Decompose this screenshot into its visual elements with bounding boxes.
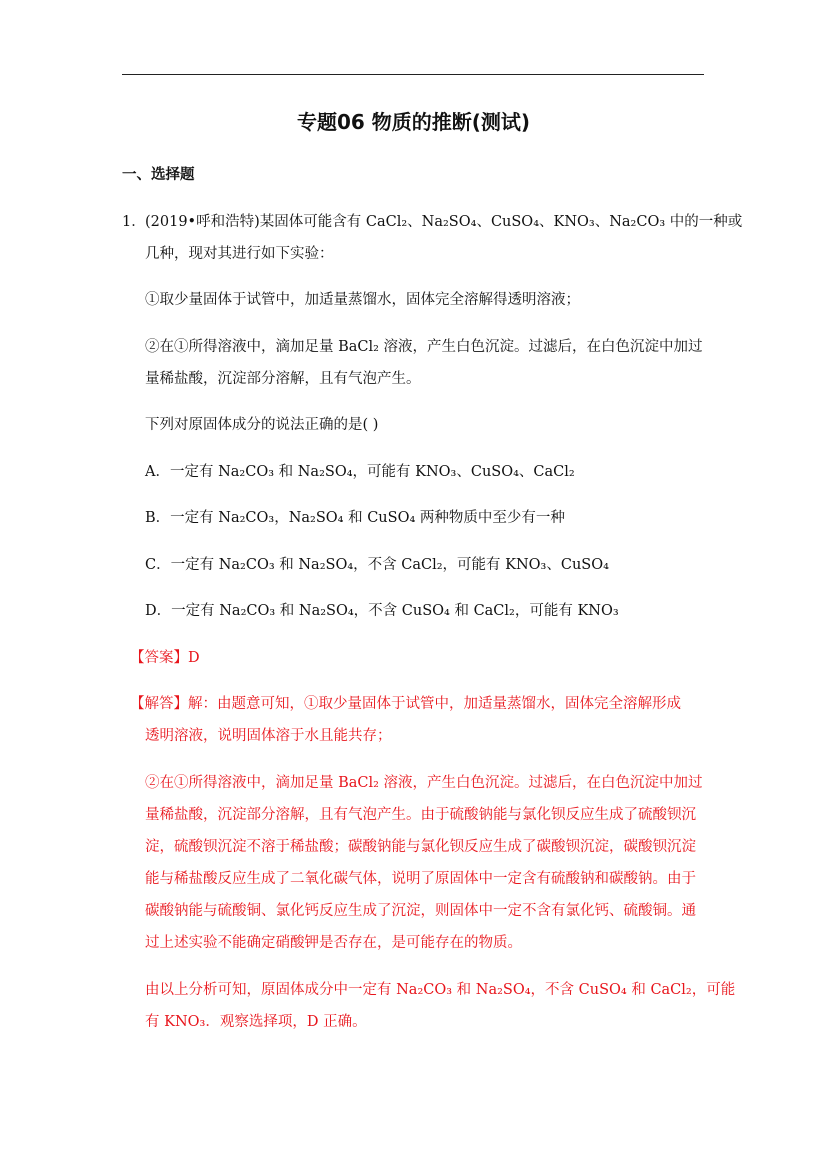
explanation-line-5: 淀，硫酸钡沉淀不溶于稀盐酸；碳酸钠能与氯化钡反应生成了碳酸钡沉淀，碳酸钡沉淀	[145, 839, 696, 855]
question-prompt: 下列对原固体成分的说法正确的是( )	[145, 417, 379, 433]
option-c: C．一定有 Na₂CO₃ 和 Na₂SO₄，不含 CaCl₂，可能有 KNO₃、CuSO₄	[145, 557, 609, 573]
experiment-step-2a: ②在①所得溶液中，滴加足量 BaCl₂ 溶液，产生白色沉淀。过滤后，在白色沉淀中加过	[145, 339, 703, 355]
explanation-text-1: 解：由题意可知，①取少量固体于试管中，加适量蒸馏水，固体完全溶解形成	[188, 696, 681, 712]
experiment-step-2b: 量稀盐酸，沉淀部分溶解，且有气泡产生。	[145, 371, 421, 387]
explanation-line-9: 由以上分析可知，原固体成分中一定有 Na₂CO₃ 和 Na₂SO₄，不含 CuSO₄ 和 CaCl₂，可能	[145, 982, 736, 998]
explanation-label: 【解答】	[130, 696, 188, 712]
question-number: 1．	[122, 214, 146, 230]
option-a: A．一定有 Na₂CO₃ 和 Na₂SO₄，可能有 KNO₃、CuSO₄、CaCl₂	[145, 464, 575, 480]
section-heading: 一、选择题	[122, 167, 195, 183]
explanation-line-8: 过上述实验不能确定硝酸钾是否存在，是可能存在的物质。	[145, 935, 522, 951]
answer: 【答案】D	[130, 650, 200, 666]
explanation-line-1	[130, 694, 681, 714]
explanation-line-10: 有 KNO₃．观察选择项，D 正确。	[145, 1014, 367, 1030]
header-rule	[122, 74, 704, 75]
explanation-line-6: 能与稀盐酸反应生成了二氧化碳气体，说明了原固体中一定含有硫酸钠和碳酸钠。由于	[145, 871, 696, 887]
explanation-line-4: 量稀盐酸，沉淀部分溶解，且有气泡产生。由于硫酸钠能与氯化钡反应生成了硫酸钡沉	[145, 807, 696, 823]
page-title: 专题06 物质的推断(测试)	[296, 110, 531, 134]
question-line-1: (2019•呼和浩特)某固体可能含有 CaCl₂、Na₂SO₄、CuSO₄、KNO₃、Na₂CO₃ 中的一种或	[145, 214, 743, 230]
question-line-2: 几种，现对其进行如下实验：	[145, 246, 334, 262]
explanation-line-7: 碳酸钠能与硫酸铜、氯化钙反应生成了沉淀，则固体中一定不含有氯化钙、硫酸铜。通	[145, 903, 696, 919]
explanation-line-2: 透明溶液，说明固体溶于水且能共存；	[145, 728, 392, 744]
option-d: D．一定有 Na₂CO₃ 和 Na₂SO₄，不含 CuSO₄ 和 CaCl₂，可能有 KNO₃	[145, 603, 619, 619]
explanation-line-3: ②在①所得溶液中，滴加足量 BaCl₂ 溶液，产生白色沉淀。过滤后，在白色沉淀中加过	[145, 775, 703, 791]
experiment-step-1: ①取少量固体于试管中，加适量蒸馏水，固体完全溶解得透明溶液；	[145, 292, 580, 308]
option-b: B．一定有 Na₂CO₃，Na₂SO₄ 和 CuSO₄ 两种物质中至少有一种	[145, 510, 565, 526]
